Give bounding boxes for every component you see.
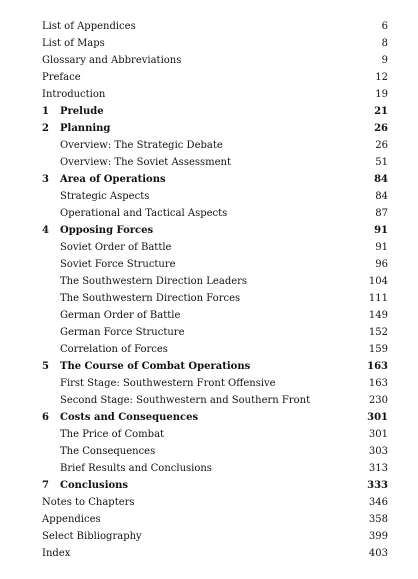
chapter-title: Conclusions [60, 480, 129, 491]
toc-section[interactable] [42, 188, 388, 205]
toc-entry-title: Glossary and Abbreviations [42, 55, 182, 66]
toc-entry-title: Select Bibliography [42, 531, 142, 542]
section-title: Operational and Tactical Aspects [60, 208, 228, 219]
section-title: Strategic Aspects [60, 191, 150, 202]
section-title: German Order of Battle [60, 310, 181, 321]
section-title: Brief Results and Conclusions [60, 463, 212, 474]
toc-section[interactable] [42, 460, 388, 477]
toc-entry[interactable] [42, 545, 388, 562]
chapter-number: 2 [42, 123, 49, 134]
chapter-number: 1 [42, 106, 49, 117]
toc-section[interactable] [42, 375, 388, 392]
chapter-page: 301 [367, 412, 388, 423]
table-of-contents [42, 18, 388, 562]
section-title: Soviet Force Structure [60, 259, 176, 270]
toc-entry-page: 8 [381, 38, 388, 49]
toc-entry-title: Appendices [42, 514, 101, 525]
section-title: First Stage: Southwestern Front Offensive [60, 378, 276, 389]
section-title: Overview: The Strategic Debate [60, 140, 223, 151]
toc-chapter[interactable] [42, 409, 388, 426]
toc-entry-page: 9 [381, 55, 388, 66]
section-page: 104 [368, 276, 388, 287]
section-page: 91 [375, 242, 388, 253]
chapter-number: 6 [42, 412, 49, 423]
toc-entry-page: 399 [368, 531, 388, 542]
toc-entry[interactable] [42, 511, 388, 528]
chapter-number: 4 [42, 225, 49, 236]
toc-section[interactable] [42, 239, 388, 256]
toc-entry-title: Introduction [42, 89, 106, 100]
toc-entry-page: 6 [381, 21, 388, 32]
section-page: 163 [368, 378, 388, 389]
section-page: 96 [375, 259, 388, 270]
chapter-page: 21 [374, 106, 388, 117]
toc-entry[interactable] [42, 18, 388, 35]
chapter-title: Area of Operations [60, 174, 166, 185]
chapter-page: 91 [374, 225, 388, 236]
section-title: The Price of Combat [60, 429, 165, 440]
chapter-title: Prelude [60, 106, 104, 117]
toc-entry[interactable] [42, 86, 388, 103]
toc-chapter[interactable] [42, 358, 388, 375]
toc-entry-page: 403 [368, 548, 388, 559]
toc-chapter[interactable] [42, 222, 388, 239]
toc-entry-title: Index [42, 548, 71, 559]
chapter-page: 26 [374, 123, 388, 134]
toc-entry-title: Notes to Chapters [42, 497, 135, 508]
section-page: 313 [368, 463, 388, 474]
toc-entry[interactable] [42, 52, 388, 69]
chapter-page: 163 [367, 361, 388, 372]
chapter-title: Planning [60, 123, 111, 134]
toc-entry-page: 12 [375, 72, 388, 83]
section-title: German Force Structure [60, 327, 185, 338]
section-page: 152 [368, 327, 388, 338]
toc-section[interactable] [42, 392, 388, 409]
toc-section[interactable] [42, 137, 388, 154]
chapter-title: Costs and Consequences [60, 412, 199, 423]
toc-entry-page: 358 [368, 514, 388, 525]
section-title: Correlation of Forces [60, 344, 168, 355]
toc-entry[interactable] [42, 494, 388, 511]
toc-entry-page: 19 [375, 89, 388, 100]
chapter-number: 7 [42, 480, 49, 491]
section-title: The Consequences [60, 446, 156, 457]
toc-entry[interactable] [42, 69, 388, 86]
toc-section[interactable] [42, 205, 388, 222]
section-page: 303 [368, 446, 388, 457]
toc-section[interactable] [42, 443, 388, 460]
section-title: Overview: The Soviet Assessment [60, 157, 231, 168]
toc-entry-title: List of Maps [42, 38, 105, 49]
section-page: 84 [375, 191, 388, 202]
section-page: 87 [375, 208, 388, 219]
section-page: 111 [368, 293, 388, 304]
section-title: Soviet Order of Battle [60, 242, 172, 253]
toc-section[interactable] [42, 256, 388, 273]
toc-entry[interactable] [42, 35, 388, 52]
toc-section[interactable] [42, 154, 388, 171]
section-title: Second Stage: Southwestern and Southern Front [60, 395, 311, 406]
section-page: 159 [368, 344, 388, 355]
section-title: The Southwestern Direction Forces [60, 293, 241, 304]
toc-chapter[interactable] [42, 171, 388, 188]
toc-chapter[interactable] [42, 477, 388, 494]
chapter-page: 333 [367, 480, 388, 491]
chapter-number: 5 [42, 361, 49, 372]
toc-entry-title: Preface [42, 72, 81, 83]
section-title: The Southwestern Direction Leaders [60, 276, 248, 287]
toc-chapter[interactable] [42, 120, 388, 137]
chapter-page: 84 [374, 174, 388, 185]
toc-entry-page: 346 [368, 497, 388, 508]
toc-section[interactable] [42, 307, 388, 324]
section-page: 51 [375, 157, 388, 168]
section-page: 301 [368, 429, 388, 440]
toc-section[interactable] [42, 426, 388, 443]
chapter-number: 3 [42, 174, 49, 185]
toc-section[interactable] [42, 324, 388, 341]
toc-entry-title: List of Appendices [42, 21, 136, 32]
toc-entry[interactable] [42, 528, 388, 545]
section-page: 149 [368, 310, 388, 321]
section-page: 26 [375, 140, 388, 151]
section-page: 230 [368, 395, 388, 406]
chapter-title: Opposing Forces [60, 225, 154, 236]
toc-section[interactable] [42, 273, 388, 290]
toc-section[interactable] [42, 341, 388, 358]
toc-section[interactable] [42, 290, 388, 307]
chapter-title: The Course of Combat Operations [60, 361, 251, 372]
toc-chapter[interactable] [42, 103, 388, 120]
